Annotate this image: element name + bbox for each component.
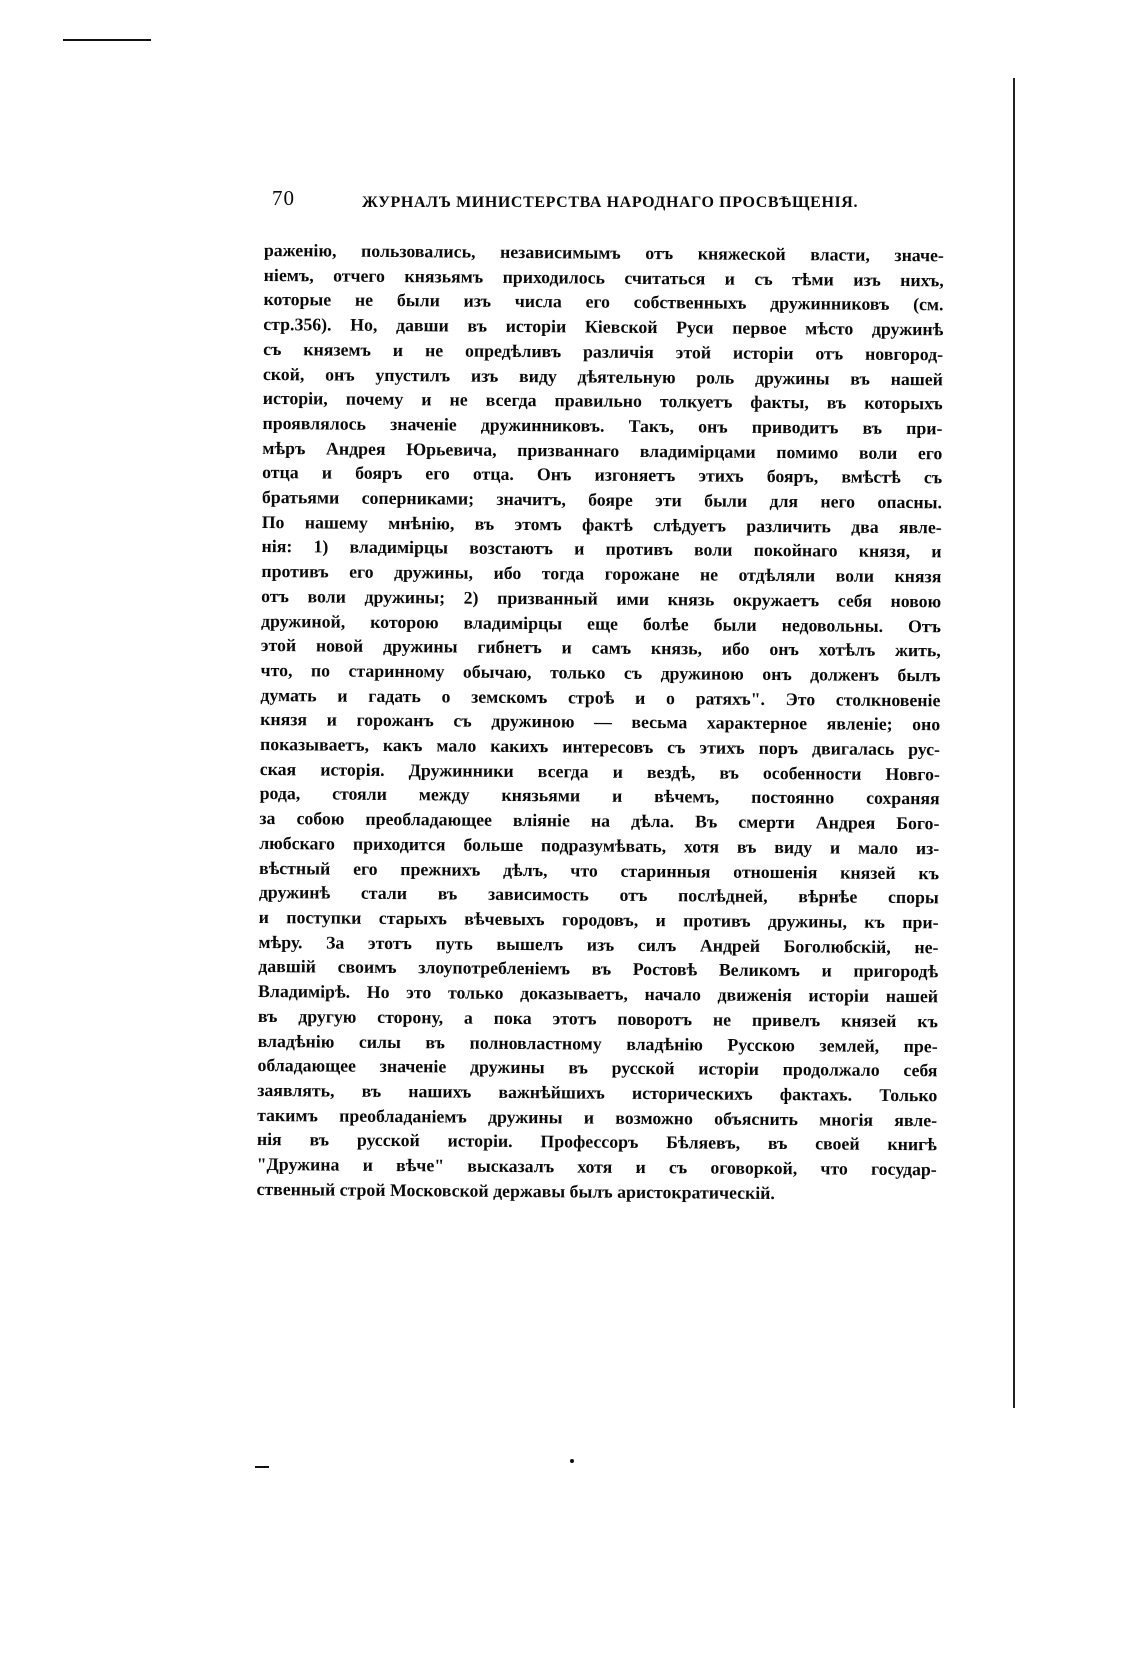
scan-dot — [570, 1459, 574, 1463]
scan-mark-bottom — [255, 1466, 269, 1468]
text-line: любскаго приходится больше подразумѣвать, хотя въ виду и мало из- — [259, 832, 940, 859]
text-line: ніемъ, отчего князьямъ приходилось считаться и съ тѣми изъ нихъ, — [263, 264, 944, 291]
text-line: и поступки старыхъ вѣчевыхъ городовъ, и противъ дружины, къ при- — [258, 906, 939, 933]
text-line: Владимірѣ. Но это только доказываетъ, начало движенія исторіи нашей — [258, 981, 939, 1007]
text-line: дружиной, которою владимірцы еще болѣе были недовольны. Отъ — [260, 610, 942, 636]
text-line: ской, онъ упустилъ изъ виду дѣятельную роль дружины въ нашей — [262, 363, 943, 389]
text-line: такимъ преобладаніемъ дружины и возможно объяснить многія явле- — [257, 1104, 938, 1130]
text-line: нія: 1) владимірцы возстаютъ и противъ воли покойнаго князя, и — [261, 536, 942, 562]
text-line: стр.356). Но, давши въ исторіи Кіевской Руси первое мѣсто дружинѣ — [263, 314, 944, 340]
running-title: ЖУРНАЛЪ МИНИСТЕРСТВА НАРОДНАГО ПРОСВѢЩЕНІЯ. — [362, 194, 859, 211]
text-line: отъ воли дружины; 2) призванный ими князь окружаетъ себя новою — [261, 585, 942, 612]
scan-mark-top — [63, 39, 151, 41]
text-line: показываетъ, какъ мало какихъ интересовъ съ этихъ поръ двигалась рус- — [259, 734, 941, 760]
text-line: что, по старинному обычаю, только съ дружиною онъ долженъ былъ — [260, 659, 941, 686]
text-line: которые не были изъ числа его собственныхъ дружинниковъ (см. — [263, 289, 944, 315]
text-line: давшій своимъ злоупотребленіемъ въ Ростовѣ Великомъ и пригородѣ — [258, 956, 939, 982]
text-line: владѣнію силы въ полновластному владѣнію Русскою землей, пре- — [257, 1030, 938, 1056]
text-line: мѣръ Андрея Юрьевича, призваннаго владимірцами помимо воли его — [262, 437, 943, 463]
text-line: мѣру. За этотъ путь вышелъ изъ силъ Андрей Боголюбскій, не- — [258, 931, 939, 958]
text-line: исторіи, почему и не всегда правильно толкуетъ факты, въ которыхъ — [262, 388, 943, 414]
page-number: 70 — [272, 186, 295, 210]
text-line: ственный строй Московской державы былъ аристократическій. — [256, 1178, 776, 1203]
text-line: князя и горожанъ съ дружиною — весьма характерное явленіе; оно — [260, 709, 941, 735]
text-line: за собою преобладающее вліяніе на дѣла. Въ смерти Андрея Бого- — [259, 808, 940, 834]
text-line: рода, стояли между князьями и вѣчемъ, постоянно сохраняя — [259, 783, 940, 809]
text-line: противъ его дружины, ибо тогда горожане не отдѣляли воли князя — [261, 561, 942, 587]
text-line: проявлялось значеніе дружинниковъ. Такъ, онъ приводитъ въ при- — [262, 412, 943, 439]
text-line: этой новой дружины гибнетъ и самъ князь, ибо онъ хотѣлъ жить, — [260, 635, 941, 661]
text-line: заявлять, въ нашихъ важнѣйшихъ историческихъ фактахъ. Только — [257, 1079, 938, 1106]
text-line: вѣстный его прежнихъ дѣлъ, что старинныя отношенія князей къ — [258, 857, 940, 883]
text-line: въ другую сторону, а пока этотъ поворотъ не привелъ князей къ — [257, 1005, 938, 1032]
text-line: обладающее значеніе дружины въ русской исторіи продолжало себя — [257, 1055, 938, 1081]
text-line: дружинѣ стали въ зависимость отъ послѣдней, вѣрнѣе споры — [258, 882, 939, 908]
text-line: думать и гадать о земскомъ строѣ и о ратяхъ". Это столкновеніе — [260, 684, 941, 710]
text-line: съ княземъ и не опредѣливъ различія этой исторіи отъ новгород- — [263, 338, 944, 365]
text-line: "Дружина и вѣче" высказалъ хотя и съ оговоркой, что государ- — [256, 1153, 937, 1180]
text-line: ская исторія. Дружинники всегда и вездѣ, въ особенности Новго- — [259, 758, 940, 785]
text-line: По нашему мнѣнію, въ этомъ фактѣ слѣдуетъ различить два явле- — [261, 511, 942, 538]
body-text — [256, 238, 944, 1207]
text-line: раженію, пользовались, независимымъ отъ княжеской власти, значе- — [263, 239, 944, 266]
scan-page-edge — [1013, 78, 1015, 1408]
text-line: братьями соперниками; значитъ, бояре эти были для него опасны. — [261, 487, 943, 513]
text-line: нія въ русской исторіи. Профессоръ Бѣляевъ, въ своей книгѣ — [256, 1129, 937, 1155]
text-line: отца и бояръ его отца. Онъ изгоняетъ этихъ бояръ, вмѣстѣ съ — [262, 462, 943, 488]
